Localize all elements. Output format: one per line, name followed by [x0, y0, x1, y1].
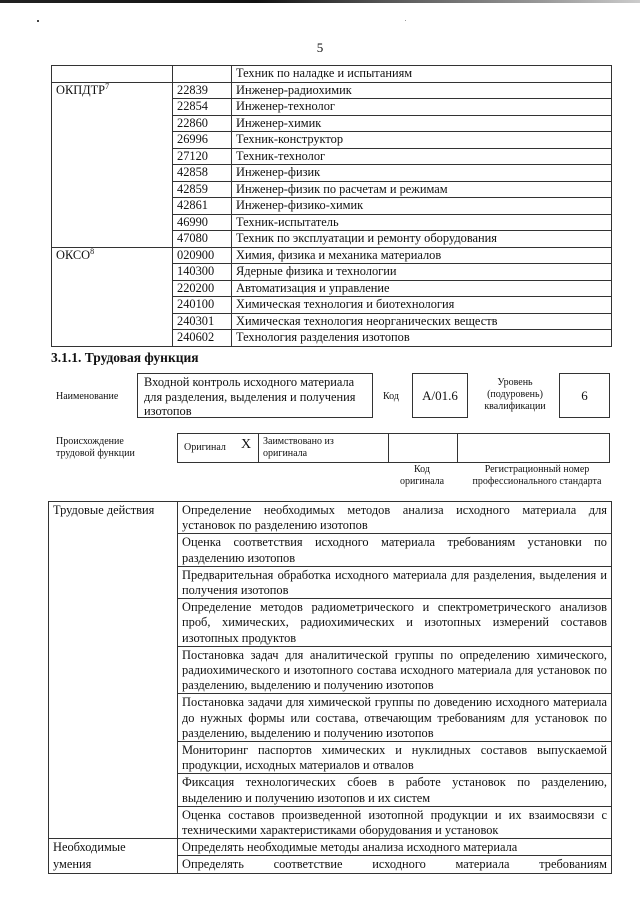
- table-row: [52, 132, 612, 149]
- classifier-group-cell: [52, 148, 173, 165]
- classifier-title: Техник по эксплуатации и ремонту оборудования: [232, 231, 612, 248]
- classifier-code: 240100: [173, 297, 232, 314]
- section-title: 3.1.1. Трудовая функция: [51, 350, 199, 365]
- table-row: [52, 297, 612, 314]
- reg-number-caption: [462, 464, 612, 488]
- labor-action-row: [49, 502, 612, 534]
- classifier-code: 22860: [173, 115, 232, 132]
- classifier-title: Химическая технология и биотехнология: [232, 297, 612, 314]
- classifier-title: Инженер-физик: [232, 165, 612, 182]
- classifier-code: 140300: [173, 264, 232, 281]
- classifier-code: 22854: [173, 99, 232, 116]
- classifier-group-cell: [52, 313, 173, 330]
- classifier-group-cell: [52, 165, 173, 182]
- origin-label-line: Происхождение: [56, 436, 124, 447]
- table-row: [52, 231, 612, 248]
- table-row: [52, 280, 612, 297]
- classifier-group-cell: [52, 330, 173, 347]
- classifier-code: 42861: [173, 198, 232, 215]
- footnote-ref: 8: [90, 246, 95, 256]
- classification-table: [51, 65, 612, 347]
- labor-action-text: Постановка задач для аналитической группы по определению химического, радиохимического и изотопного состава исходного материала для установок по разделению, выделению и получению изотопов: [178, 646, 612, 694]
- classifier-code: 22839: [173, 82, 232, 99]
- labor-actions-label-cell: [49, 566, 178, 598]
- labor-actions-label-cell: [49, 534, 178, 566]
- classifier-code: 26996: [173, 132, 232, 149]
- classifier-group-cell: [52, 247, 173, 264]
- labor-action-text: Определение методов радиометрического и спектрометрического анализов проб, химических, радиохимических и изотопных измерений составов изотопных продуктов: [178, 599, 612, 647]
- classifier-group-cell: [52, 198, 173, 215]
- qualification-level-label-line: Уровень: [497, 377, 533, 388]
- classifier-group-cell: [52, 231, 173, 248]
- table-row: [52, 99, 612, 116]
- origin-original-cell: [178, 434, 259, 462]
- skills-label: умения: [53, 856, 92, 871]
- labor-action-row: [49, 694, 612, 742]
- classifier-code: 240602: [173, 330, 232, 347]
- table-row: [52, 214, 612, 231]
- labor-action-text: Оценка составов произведенной изотопной продукции и их взаимосвязи с техническими характеристиками оборудования и установок: [178, 806, 612, 838]
- origin-borrowed-label: оригинала: [263, 448, 308, 459]
- skill-text: Определять соответствие исходного материала требованиям: [178, 856, 612, 873]
- table-row: [52, 165, 612, 182]
- classifier-code: 240301: [173, 313, 232, 330]
- labor-action-row: [49, 566, 612, 598]
- classifier-group-cell: [52, 115, 173, 132]
- skills-label-cell: [49, 856, 178, 873]
- labor-action-text: Фиксация технологических сбоев в работе установок по разделению, выделению и получению изотопов и их систем: [178, 774, 612, 806]
- labor-actions-label-cell: [49, 806, 178, 838]
- origin-code-caption-line: Код: [414, 464, 430, 475]
- labor-action-row: [49, 646, 612, 694]
- labor-action-row: [49, 806, 612, 838]
- skills-label: Необходимые: [53, 840, 126, 855]
- classifier-group-cell: [52, 82, 173, 99]
- table-row: [52, 66, 612, 83]
- table-row: [52, 330, 612, 347]
- classifier-group-cell: [52, 264, 173, 281]
- labor-action-text: Определение необходимых методов анализа исходного материала для установок по разделению изотопов: [178, 502, 612, 534]
- classifier-code: 27120: [173, 148, 232, 165]
- labor-action-row: [49, 599, 612, 647]
- origin-code-caption-line: оригинала: [399, 476, 445, 487]
- function-name-field: Входной контроль исходного материала для разделения, выделения и получения изотопов: [137, 373, 373, 418]
- skill-row: [49, 856, 612, 873]
- classifier-code: 46990: [173, 214, 232, 231]
- classifier-group-cell: [52, 132, 173, 149]
- classifier-code: 42859: [173, 181, 232, 198]
- scan-speck: [405, 20, 406, 21]
- origin-label: [56, 436, 135, 460]
- page-number: 5: [316, 40, 324, 55]
- name-label: Наименование: [56, 391, 119, 402]
- classifier-title: Инженер-физик по расчетам и режимам: [232, 181, 612, 198]
- scan-edge-artifact: [0, 0, 640, 3]
- qualification-level-label-line: (подуровень): [487, 389, 543, 400]
- table-row: [52, 181, 612, 198]
- table-row: [52, 148, 612, 165]
- classifier-group-cell: [52, 99, 173, 116]
- labor-actions-label-cell: [49, 694, 178, 742]
- labor-action-text: Мониторинг паспортов химических и нуклидных составов выпускаемой продукции, исходных материалов и отвалов: [178, 742, 612, 774]
- table-row: [52, 313, 612, 330]
- table-row: [52, 264, 612, 281]
- origin-code-cell: [389, 434, 458, 462]
- labor-actions-label-cell: [49, 774, 178, 806]
- origin-original-mark: X: [241, 437, 252, 452]
- classifier-code: 47080: [173, 231, 232, 248]
- classifier-code: 42858: [173, 165, 232, 182]
- labor-action-text: Предварительная обработка исходного материала для разделения, выделения и получения изотопов: [178, 566, 612, 598]
- footnote-ref: 7: [105, 81, 110, 91]
- skill-text: Определять необходимые методы анализа исходного материала: [178, 839, 612, 856]
- labor-action-row: [49, 534, 612, 566]
- classifier-title: Техник по наладке и испытаниям: [232, 66, 612, 83]
- qualification-level-label: [478, 377, 552, 413]
- origin-original-label: Оригинал: [184, 442, 226, 453]
- labor-actions-label-cell: [49, 646, 178, 694]
- labor-actions-label-cell: [49, 502, 178, 534]
- origin-borrowed-cell: [259, 434, 389, 462]
- classifier-title: Инженер-химик: [232, 115, 612, 132]
- labor-actions-label-cell: [49, 599, 178, 647]
- reg-number-caption-line: профессионального стандарта: [472, 476, 602, 487]
- classifier-title: Автоматизация и управление: [232, 280, 612, 297]
- classifier-title: Технология разделения изотопов: [232, 330, 612, 347]
- classifier-group-cell: [52, 66, 173, 83]
- classifier-code: [173, 66, 232, 83]
- classifier-title: Ядерные физика и технологии: [232, 264, 612, 281]
- labor-actions-table: [48, 501, 612, 874]
- function-code-field: A/01.6: [412, 373, 468, 418]
- classifier-group-cell: [52, 181, 173, 198]
- classifier-code: 220200: [173, 280, 232, 297]
- skill-row: [49, 839, 612, 856]
- table-row: [52, 247, 612, 264]
- classifier-group-cell: [52, 297, 173, 314]
- table-row: [52, 82, 612, 99]
- labor-action-text: Оценка соответствия исходного материала требованиям установки по разделению изотопов: [178, 534, 612, 566]
- origin-label-line: трудовой функции: [56, 448, 135, 459]
- classifier-title: Химическая технология неорганических веществ: [232, 313, 612, 330]
- classifier-name: ОКПДТР: [56, 82, 106, 97]
- table-row: [52, 115, 612, 132]
- origin-row: [177, 433, 610, 463]
- classifier-name: ОКСО: [56, 247, 91, 262]
- skills-label-cell: [49, 839, 178, 856]
- reg-number-cell: [458, 434, 609, 462]
- labor-action-text: Постановка задачи для химической группы по доведению исходного материала до нужных формы или состава, отвечающим требованиям для установок по разделению, выделению и получению изотопов: [178, 694, 612, 742]
- classifier-title: Техник-технолог: [232, 148, 612, 165]
- classifier-title: Инженер-технолог: [232, 99, 612, 116]
- classifier-title: Химия, физика и механика материалов: [232, 247, 612, 264]
- labor-action-row: [49, 774, 612, 806]
- classifier-title: Техник-конструктор: [232, 132, 612, 149]
- classifier-group-cell: [52, 214, 173, 231]
- labor-actions-label: Трудовые действия: [53, 503, 155, 517]
- classifier-title: Инженер-радиохимик: [232, 82, 612, 99]
- qualification-level-label-line: квалификации: [484, 401, 546, 412]
- classifier-title: Инженер-физико-химик: [232, 198, 612, 215]
- labor-actions-label-cell: [49, 742, 178, 774]
- scan-speck: [37, 20, 39, 22]
- classifier-code: 020900: [173, 247, 232, 264]
- table-row: [52, 198, 612, 215]
- classifier-title: Техник-испытатель: [232, 214, 612, 231]
- code-label: Код: [383, 391, 399, 402]
- qualification-level-field: 6: [559, 373, 610, 418]
- labor-action-row: [49, 742, 612, 774]
- origin-code-caption: [392, 464, 452, 488]
- reg-number-caption-line: Регистрационный номер: [484, 464, 590, 475]
- classifier-group-cell: [52, 280, 173, 297]
- origin-borrowed-label: Заимствовано из: [263, 436, 334, 447]
